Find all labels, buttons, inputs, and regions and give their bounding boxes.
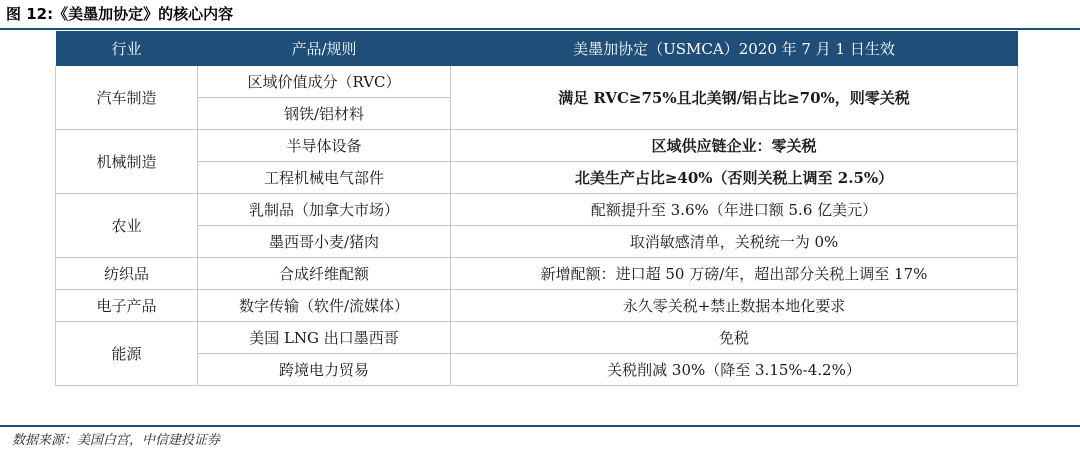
product-cell: 墨西哥小麦/猪肉 [198,226,451,258]
rule-cell: 取消敏感清单，关税统一为 0% [451,226,1018,258]
header-industry: 行业 [56,31,198,66]
rule-cell: 关税削减 30%（降至 3.15%-4.2%） [451,354,1018,386]
table-row [56,66,1018,98]
figure-title: 图 12:《美墨加协定》的核心内容 [6,5,234,23]
product-cell: 乳制品（加拿大市场） [198,194,451,226]
industry-cell: 机械制造 [56,130,198,194]
table-row [56,258,1018,290]
table-row [56,130,1018,162]
rule-cell: 新增配额：进口超 50 万磅/年，超出部分关税上调至 17% [451,258,1018,290]
product-cell: 工程机械电气部件 [198,162,451,194]
table-row [56,322,1018,354]
header-product-rule: 产品/规则 [198,31,451,66]
product-cell: 跨境电力贸易 [198,354,451,386]
rule-cell: 北美生产占比≥40%（否则关税上调至 2.5%） [451,162,1018,194]
product-cell: 合成纤维配额 [198,258,451,290]
table-row [56,354,1018,386]
rule-cell: 永久零关税+禁止数据本地化要求 [451,290,1018,322]
product-cell: 半导体设备 [198,130,451,162]
product-cell: 钢铁/铝材料 [198,98,451,130]
usmca-table [55,31,1018,386]
bottom-divider [0,425,1080,427]
rule-cell: 区域供应链企业：零关税 [451,130,1018,162]
rule-cell: 免税 [451,322,1018,354]
product-cell: 美国 LNG 出口墨西哥 [198,322,451,354]
top-divider [0,28,1080,30]
industry-cell: 能源 [56,322,198,386]
rule-cell: 配额提升至 3.6%（年进口额 5.6 亿美元） [451,194,1018,226]
industry-cell: 汽车制造 [56,66,198,130]
table-row [56,290,1018,322]
table-row [56,226,1018,258]
table-row [56,162,1018,194]
table-header-row [56,31,1018,66]
product-cell: 数字传输（软件/流媒体） [198,290,451,322]
source-note: 数据来源：美国白宫，中信建投证券 [12,433,221,448]
product-cell: 区域价值成分（RVC） [198,66,451,98]
industry-cell: 纺织品 [56,258,198,290]
industry-cell: 农业 [56,194,198,258]
header-usmca: 美墨加协定（USMCA）2020 年 7 月 1 日生效 [451,31,1018,66]
industry-cell: 电子产品 [56,290,198,322]
table-row [56,194,1018,226]
rule-cell: 满足 RVC≥75%且北美钢/铝占比≥70%，则零关税 [451,66,1018,130]
